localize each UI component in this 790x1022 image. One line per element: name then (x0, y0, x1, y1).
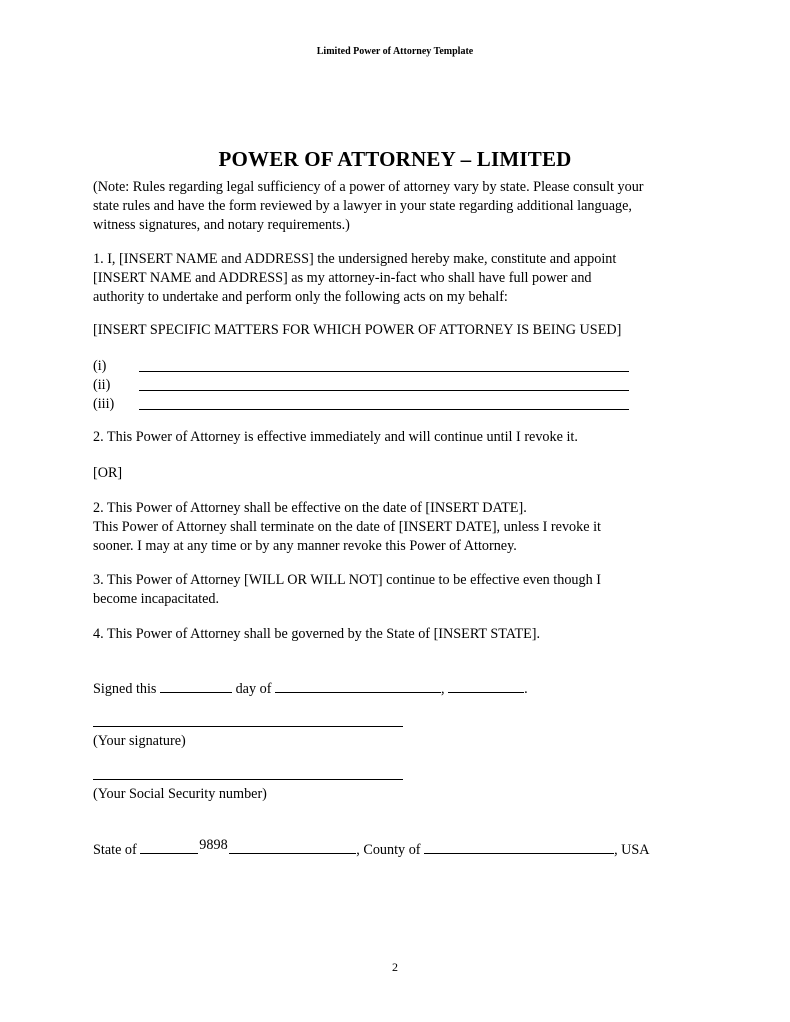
note-line: (Note: Rules regarding legal sufficiency of a power of attorney vary by state. Please consult your (93, 179, 644, 195)
signed-line (93, 678, 528, 698)
item-number: (iii) (93, 396, 115, 412)
note-paragraph (93, 178, 713, 235)
day-of-label: day of (235, 681, 272, 697)
paragraph-line: 1. I, [INSERT NAME and ADDRESS] the undersigned hereby make, constitute and appoint (93, 251, 617, 267)
paragraph-3 (93, 571, 713, 609)
or-text: [OR] (93, 465, 123, 481)
blank-line[interactable] (139, 409, 629, 410)
state-field[interactable] (140, 838, 356, 854)
paragraph-line: authority to undertake and perform only the following acts on my behalf: (93, 289, 508, 305)
blank-line[interactable] (139, 390, 629, 391)
item-number: (ii) (93, 377, 111, 393)
enumeration-list (93, 357, 653, 414)
paragraph-line: 2. This Power of Attorney shall be effective on the date of [INSERT DATE]. (93, 500, 527, 516)
day-blank[interactable] (160, 678, 232, 693)
paragraph-4: 4. This Power of Attorney shall be governed by the State of [INSERT STATE]. (93, 626, 541, 642)
paragraph-line: 3. This Power of Attorney [WILL OR WILL NOT] continue to be effective even though I (93, 572, 601, 588)
signature-caption: (Your signature) (93, 733, 186, 749)
month-blank[interactable] (275, 678, 441, 693)
note-line: state rules and have the form reviewed by a lawyer in your state regarding additional language, (93, 198, 632, 214)
list-item (93, 376, 653, 395)
signed-prefix: Signed this (93, 681, 157, 697)
document-title: POWER OF ATTORNEY – LIMITED (218, 147, 572, 171)
paragraph-2a: 2. This Power of Attorney is effective immediately and will continue until I revoke it. (93, 429, 578, 445)
paragraph-line: sooner. I may at any time or by any manner revoke this Power of Attorney. (93, 538, 517, 554)
paragraph-line: become incapacitated. (93, 591, 220, 607)
paragraph-2b (93, 499, 713, 556)
county-of-label: , County of (356, 842, 421, 858)
page-header: Limited Power of Attorney Template (316, 46, 474, 57)
state-county-line (93, 838, 650, 859)
page-number: 2 (392, 960, 398, 974)
signature-line[interactable] (93, 726, 403, 727)
year-blank[interactable] (448, 678, 524, 693)
paragraph-1 (93, 250, 713, 307)
state-of-label: State of (93, 842, 137, 858)
list-item (93, 357, 653, 376)
blank-line[interactable] (139, 371, 629, 372)
ssn-line[interactable] (93, 779, 403, 780)
period: . (524, 681, 528, 697)
list-item (93, 395, 653, 414)
ssn-caption: (Your Social Security number) (93, 786, 267, 802)
paragraph-line: [INSERT NAME and ADDRESS] as my attorney-in-fact who shall have full power and (93, 270, 592, 286)
state-value: 9898 (199, 837, 228, 853)
specific-matters: [INSERT SPECIFIC MATTERS FOR WHICH POWER OF ATTORNEY IS BEING USED] (93, 322, 622, 338)
paragraph-line: This Power of Attorney shall terminate on the date of [INSERT DATE], unless I revoke it (93, 519, 601, 535)
comma: , (440, 681, 445, 697)
county-field[interactable] (424, 839, 614, 854)
note-line: witness signatures, and notary requirements.) (93, 217, 350, 233)
item-number: (i) (93, 358, 107, 374)
usa-label: , USA (614, 842, 650, 858)
